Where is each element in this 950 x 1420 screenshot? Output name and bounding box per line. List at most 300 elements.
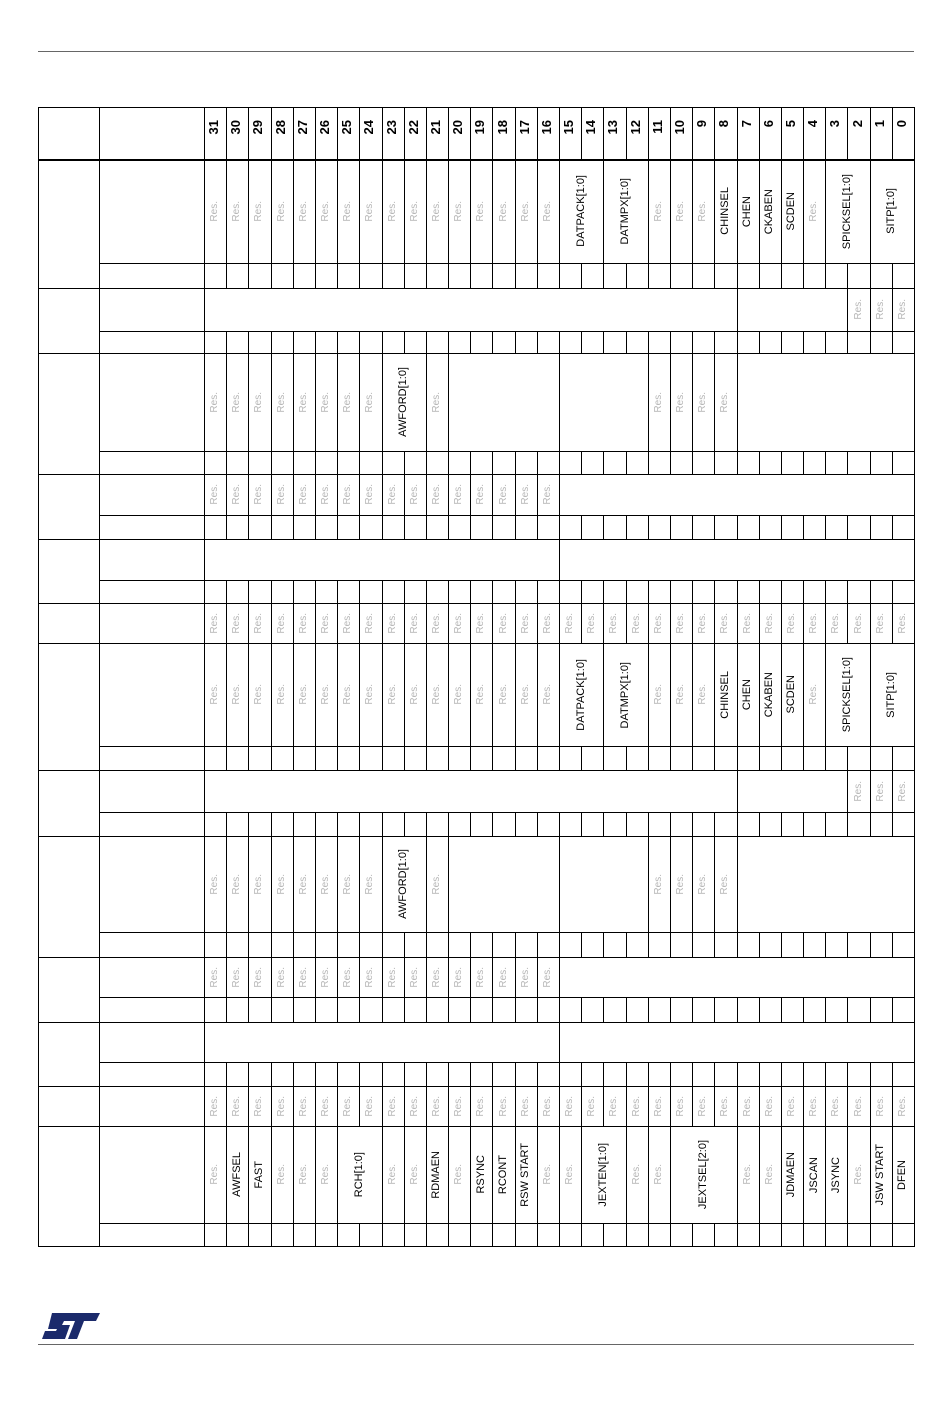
field-divider (714, 353, 715, 451)
field-divider (692, 643, 693, 746)
reserved-bit-label: Res. (453, 612, 465, 634)
reset-bit-divider (870, 451, 871, 474)
field-jdmaen: JDMAEN (785, 1152, 798, 1198)
reserved-bit-label: Res. (320, 391, 332, 413)
field-divider (426, 643, 427, 746)
field-datmpx-1-0: DATMPX[1:0] (619, 178, 632, 245)
field-ckaben: CKABEN (763, 188, 776, 234)
reset-bit-divider (404, 515, 405, 539)
field-divider (226, 1086, 227, 1126)
field-divider (803, 1086, 804, 1126)
field-divider (382, 836, 383, 932)
reset-bit-divider (692, 1223, 693, 1246)
reserved-bit-label: Res. (808, 1095, 820, 1117)
reset-bit-divider (626, 932, 627, 957)
field-divider (847, 603, 848, 643)
reset-bit-divider (803, 451, 804, 474)
reserved-bit-label: Res. (741, 612, 753, 634)
reserved-bit-label: Res. (896, 299, 908, 320)
reserved-bit-label: Res. (209, 484, 221, 505)
reset-bit-divider (293, 746, 294, 770)
field-divider (559, 1086, 560, 1126)
reserved-bit-label: Res. (430, 391, 442, 413)
reset-bit-divider (271, 331, 272, 353)
reserved-bit-label: Res. (896, 780, 908, 802)
reserved-bit-label: Res. (852, 299, 864, 320)
reset-bit-divider (870, 1223, 871, 1246)
field-divider (781, 159, 782, 263)
field-divider (293, 159, 294, 263)
reset-bit-divider (892, 580, 893, 603)
reserved-bit-label: Res. (697, 873, 709, 895)
field-divider (470, 159, 471, 263)
field-divider (226, 957, 227, 997)
field-divider (559, 539, 560, 580)
reset-bit-divider (337, 580, 338, 603)
field-divider (271, 159, 272, 263)
reserved-bit-label: Res. (253, 391, 265, 413)
field-divider (404, 474, 405, 515)
reset-bit-divider (359, 331, 360, 353)
reset-bit-divider (847, 932, 848, 957)
reserved-bit-label: Res. (763, 1095, 775, 1117)
row-divider (38, 1022, 914, 1023)
reset-bit-divider (226, 451, 227, 474)
reserved-bit-label: Res. (320, 1095, 332, 1117)
field-divider (670, 1126, 671, 1223)
reserved-bit-label: Res. (564, 1095, 576, 1117)
reserved-bit-label: Res. (275, 391, 287, 413)
field-divider (537, 1086, 538, 1126)
reset-bit-divider (337, 515, 338, 539)
field-divider (648, 159, 649, 263)
reset-bit-divider (382, 932, 383, 957)
reset-bit-divider (892, 1062, 893, 1086)
reserved-bit-label: Res. (320, 484, 332, 505)
reserved-bit-label: Res. (430, 484, 442, 505)
reset-bit-divider (803, 580, 804, 603)
field-divider (537, 159, 538, 263)
field-divider (515, 474, 516, 515)
field-divider (692, 1086, 693, 1126)
reset-bit-divider (248, 997, 249, 1022)
reset-bit-divider (692, 263, 693, 288)
field-divider (559, 1022, 560, 1062)
reserved-bit-label: Res. (564, 1164, 576, 1185)
reserved-bit-label: Res. (320, 966, 332, 988)
reset-bit-divider (226, 932, 227, 957)
reset-bit-divider (870, 580, 871, 603)
reset-bit-divider (559, 331, 560, 353)
reserved-bit-label: Res. (453, 484, 465, 505)
field-divider (626, 603, 627, 643)
reset-bit-divider (648, 331, 649, 353)
field-divider (426, 957, 427, 997)
reset-bit-divider (470, 451, 471, 474)
reset-bit-divider (803, 932, 804, 957)
field-divider (515, 643, 516, 746)
reset-row-divider (99, 746, 914, 747)
reset-bit-divider (492, 263, 493, 288)
reset-bit-divider (670, 997, 671, 1022)
reserved-bit-label: Res. (253, 1095, 265, 1117)
reset-bit-divider (803, 1062, 804, 1086)
reset-bit-divider (626, 580, 627, 603)
field-divider (692, 353, 693, 451)
field-divider (847, 770, 848, 812)
reset-bit-divider (737, 451, 738, 474)
reserved-bit-label: Res. (630, 1164, 642, 1185)
field-divider (515, 159, 516, 263)
reserved-bit-label: Res. (497, 200, 509, 222)
field-divider (271, 603, 272, 643)
header-bit-divider (515, 107, 516, 159)
reset-bit-divider (315, 1223, 316, 1246)
reserved-bit-label: Res. (386, 1164, 398, 1185)
reset-bit-divider (759, 1062, 760, 1086)
bit-number-2: 2 (849, 120, 865, 128)
reset-bit-divider (825, 263, 826, 288)
field-divider (315, 957, 316, 997)
reset-bit-divider (714, 263, 715, 288)
reset-bit-divider (648, 812, 649, 836)
reset-bit-divider (271, 746, 272, 770)
reset-bit-divider (426, 451, 427, 474)
reserved-bit-label: Res. (253, 200, 265, 222)
reset-bit-divider (470, 580, 471, 603)
reserved-bit-label: Res. (874, 299, 886, 320)
field-divider (781, 1086, 782, 1126)
field-divider (603, 643, 604, 746)
reset-bit-divider (892, 1223, 893, 1246)
reset-row-divider (99, 812, 914, 813)
field-divider (670, 159, 671, 263)
reserved-bit-label: Res. (719, 612, 731, 634)
reset-bit-divider (537, 1062, 538, 1086)
reset-bit-divider (603, 1223, 604, 1246)
reset-bit-divider (315, 812, 316, 836)
row-divider (38, 957, 914, 958)
reserved-bit-label: Res. (808, 612, 820, 634)
reserved-bit-label: Res. (209, 873, 221, 895)
field-divider (382, 353, 383, 451)
reset-bit-divider (847, 1223, 848, 1246)
reset-bit-divider (781, 1062, 782, 1086)
bit-number-12: 12 (627, 120, 643, 135)
reset-bit-divider (426, 932, 427, 957)
field-divider (359, 474, 360, 515)
header-bit-divider (759, 107, 760, 159)
field-divider (315, 474, 316, 515)
reset-bit-divider (648, 451, 649, 474)
reset-bit-divider (648, 746, 649, 770)
reset-bit-divider (515, 451, 516, 474)
header-bit-divider (559, 107, 560, 159)
field-divider (448, 474, 449, 515)
field-divider (359, 836, 360, 932)
reset-bit-divider (226, 515, 227, 539)
reset-bit-divider (803, 812, 804, 836)
field-divider (448, 1126, 449, 1223)
reserved-bit-label: Res. (342, 200, 354, 222)
reset-bit-divider (759, 812, 760, 836)
reset-bit-divider (271, 1062, 272, 1086)
field-divider (293, 353, 294, 451)
reserved-bit-label: Res. (364, 1095, 376, 1117)
reset-bit-divider (737, 997, 738, 1022)
field-divider (781, 1126, 782, 1223)
field-divider (492, 474, 493, 515)
field-divider (626, 1126, 627, 1223)
reserved-bit-label: Res. (874, 612, 886, 634)
reserved-bit-label: Res. (297, 966, 309, 988)
reserved-bit-label: Res. (763, 1164, 775, 1185)
field-divider (359, 159, 360, 263)
bit-number-30: 30 (228, 120, 244, 135)
field-divider (337, 836, 338, 932)
reset-bit-divider (404, 331, 405, 353)
header-bit-divider (404, 107, 405, 159)
register-column-divider (204, 107, 205, 1246)
field-divider (515, 1086, 516, 1126)
field-divider (248, 643, 249, 746)
reset-bit-divider (448, 812, 449, 836)
field-divider (559, 836, 560, 932)
field-divider (470, 643, 471, 746)
field-divider (382, 1086, 383, 1126)
reset-bit-divider (248, 263, 249, 288)
reserved-bit-label: Res. (719, 1095, 731, 1117)
field-divider (293, 836, 294, 932)
field-divider (870, 1086, 871, 1126)
reserved-bit-label: Res. (564, 612, 576, 634)
reserved-bit-label: Res. (652, 684, 664, 705)
row-divider (38, 643, 914, 644)
reset-bit-divider (293, 580, 294, 603)
reserved-bit-label: Res. (475, 1095, 487, 1117)
field-divider (448, 159, 449, 263)
reset-bit-divider (337, 331, 338, 353)
field-divider (648, 353, 649, 451)
field-divider (426, 353, 427, 451)
reset-bit-divider (359, 1223, 360, 1246)
bit-number-16: 16 (538, 120, 554, 135)
field-divider (293, 643, 294, 746)
reserved-bit-label: Res. (608, 612, 620, 634)
reset-bit-divider (315, 932, 316, 957)
reset-bit-divider (271, 932, 272, 957)
reset-bit-divider (670, 580, 671, 603)
reserved-bit-label: Res. (541, 966, 553, 988)
row-divider (38, 474, 914, 475)
reserved-bit-label: Res. (231, 1095, 243, 1117)
field-divider (759, 643, 760, 746)
reserved-bit-label: Res. (297, 391, 309, 413)
reset-bit-divider (293, 331, 294, 353)
reset-bit-divider (448, 331, 449, 353)
field-divider (271, 1086, 272, 1126)
reset-bit-divider (714, 812, 715, 836)
reserved-bit-label: Res. (519, 684, 531, 705)
reserved-bit-label: Res. (209, 612, 221, 634)
reset-bit-divider (515, 580, 516, 603)
reset-bit-divider (492, 746, 493, 770)
reserved-bit-label: Res. (408, 966, 420, 988)
reserved-bit-label: Res. (453, 1095, 465, 1117)
reset-bit-divider (670, 451, 671, 474)
field-chen: CHEN (741, 679, 754, 711)
reset-bit-divider (825, 812, 826, 836)
reset-bit-divider (537, 451, 538, 474)
reset-bit-divider (759, 580, 760, 603)
reset-bit-divider (226, 812, 227, 836)
reserved-bit-label: Res. (852, 612, 864, 634)
reset-bit-divider (271, 515, 272, 539)
row-divider (38, 353, 914, 354)
reserved-bit-label: Res. (896, 1095, 908, 1117)
reset-bit-divider (315, 331, 316, 353)
field-divider (781, 603, 782, 643)
field-divider (737, 288, 738, 331)
field-divider (537, 603, 538, 643)
reserved-bit-label: Res. (453, 684, 465, 705)
reset-bit-divider (293, 932, 294, 957)
reserved-bit-label: Res. (320, 1164, 332, 1185)
field-divider (426, 603, 427, 643)
reserved-bit-label: Res. (209, 1095, 221, 1117)
reset-bit-divider (870, 932, 871, 957)
field-divider (426, 836, 427, 932)
reset-bit-divider (781, 263, 782, 288)
reset-bit-divider (448, 1223, 449, 1246)
reserved-bit-label: Res. (386, 200, 398, 222)
reserved-bit-label: Res. (719, 391, 731, 413)
reset-bit-divider (825, 515, 826, 539)
reset-bit-divider (626, 1223, 627, 1246)
bit-number-8: 8 (716, 120, 732, 128)
field-rsw-start: RSW START (519, 1142, 532, 1207)
reserved-bit-label: Res. (320, 873, 332, 895)
field-divider (825, 1086, 826, 1126)
reset-bit-divider (382, 263, 383, 288)
reserved-bit-label: Res. (541, 684, 553, 705)
bit-number-27: 27 (294, 120, 310, 135)
reserved-bit-label: Res. (741, 1095, 753, 1117)
reserved-bit-label: Res. (697, 1095, 709, 1117)
field-divider (470, 1086, 471, 1126)
field-divider (559, 474, 560, 515)
reset-bit-divider (737, 331, 738, 353)
reset-bit-divider (404, 997, 405, 1022)
reserved-bit-label: Res. (675, 684, 687, 705)
field-divider (271, 353, 272, 451)
reset-bit-divider (603, 932, 604, 957)
field-divider (781, 643, 782, 746)
bit-number-31: 31 (206, 120, 222, 135)
reset-bit-divider (359, 263, 360, 288)
reserved-bit-label: Res. (430, 873, 442, 895)
reset-bit-divider (781, 746, 782, 770)
reset-bit-divider (404, 746, 405, 770)
reset-bit-divider (603, 331, 604, 353)
reset-bit-divider (692, 451, 693, 474)
field-divider (670, 643, 671, 746)
reset-bit-divider (670, 515, 671, 539)
field-divider (870, 603, 871, 643)
field-divider (892, 603, 893, 643)
field-divider (448, 603, 449, 643)
reserved-bit-label: Res. (430, 200, 442, 222)
reset-bit-divider (382, 1062, 383, 1086)
reset-bit-divider (515, 746, 516, 770)
field-divider (448, 957, 449, 997)
reset-bit-divider (359, 932, 360, 957)
header-bit-divider (648, 107, 649, 159)
field-divider (271, 474, 272, 515)
reset-bit-divider (315, 997, 316, 1022)
reserved-bit-label: Res. (231, 484, 243, 505)
reset-bit-divider (626, 746, 627, 770)
reset-bit-divider (714, 997, 715, 1022)
reserved-bit-label: Res. (519, 612, 531, 634)
field-divider (248, 159, 249, 263)
field-divider (692, 159, 693, 263)
field-rch-1-0: RCH[1:0] (352, 1152, 365, 1198)
reset-bit-divider (470, 1223, 471, 1246)
field-divider (337, 643, 338, 746)
reset-bit-divider (781, 812, 782, 836)
field-divider (692, 836, 693, 932)
reserved-bit-label: Res. (297, 1095, 309, 1117)
reset-bit-divider (870, 746, 871, 770)
field-divider (692, 603, 693, 643)
reset-bit-divider (315, 515, 316, 539)
field-divider (870, 770, 871, 812)
reset-bit-divider (581, 932, 582, 957)
bit-number-15: 15 (561, 120, 577, 135)
field-divider (426, 474, 427, 515)
reserved-bit-label: Res. (364, 484, 376, 505)
reset-bit-divider (581, 997, 582, 1022)
reset-bit-divider (559, 1223, 560, 1246)
reserved-bit-label: Res. (608, 1095, 620, 1117)
reset-bit-divider (825, 451, 826, 474)
field-chen: CHEN (741, 195, 754, 227)
field-divider (603, 603, 604, 643)
header-bit-divider (537, 107, 538, 159)
field-divider (448, 836, 449, 932)
reset-bit-divider (248, 932, 249, 957)
bit-number-18: 18 (494, 120, 510, 135)
field-divider (537, 1126, 538, 1223)
reset-bit-divider (825, 1223, 826, 1246)
reserved-bit-label: Res. (430, 684, 442, 705)
reset-bit-divider (870, 515, 871, 539)
field-divider (515, 1126, 516, 1223)
reserved-bit-label: Res. (541, 484, 553, 505)
field-divider (492, 957, 493, 997)
reset-bit-divider (293, 997, 294, 1022)
reserved-bit-label: Res. (874, 1095, 886, 1117)
field-divider (537, 643, 538, 746)
reset-bit-divider (404, 451, 405, 474)
field-sitp-1-0: SITP[1:0] (885, 188, 898, 234)
reset-bit-divider (559, 1062, 560, 1086)
reserved-bit-label: Res. (719, 873, 731, 895)
reset-bit-divider (692, 746, 693, 770)
field-divider (470, 474, 471, 515)
field-divider (737, 353, 738, 451)
